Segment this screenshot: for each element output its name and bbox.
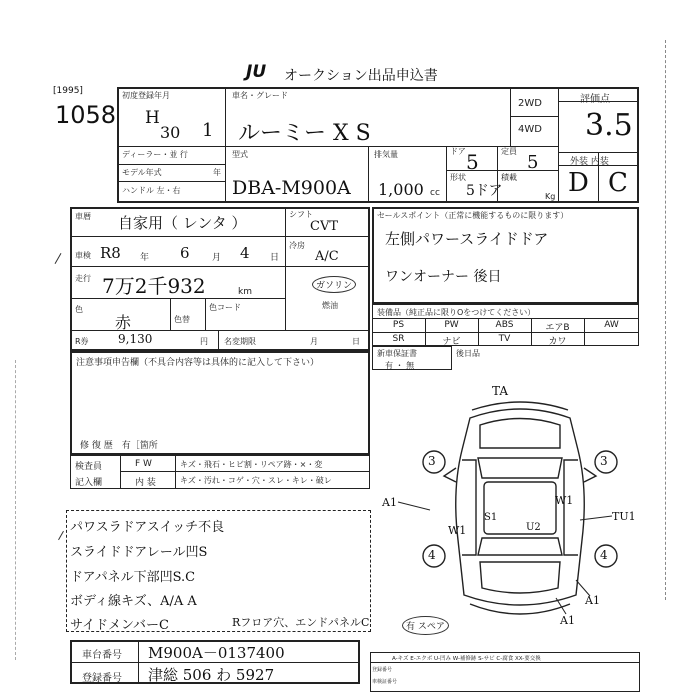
damage-legend: A-キズ E-エクボ U-凹み W-補修跡 S-サビ C-腐食 XX-要交換: [392, 656, 541, 662]
shift-label: シフト: [289, 210, 313, 219]
page-edge-line: [665, 40, 666, 600]
divider: [370, 662, 640, 663]
divider: [120, 471, 370, 472]
type-label: 型式: [232, 150, 248, 159]
equip-ps: PS: [392, 320, 405, 330]
model-year-unit: 年: [213, 168, 221, 177]
divider: [558, 88, 559, 203]
drive-4wd: 4WD: [518, 124, 542, 135]
inspection-label: 車検: [75, 251, 91, 260]
divider: [372, 318, 639, 319]
divider: [225, 88, 226, 146]
divider: [558, 101, 638, 102]
margin-mark: [58, 531, 64, 540]
divider: [117, 146, 558, 147]
car-name: ルーミー X S: [238, 121, 371, 146]
history: 自家用（ レンタ ）: [118, 214, 247, 232]
shift: CVT: [310, 219, 339, 234]
ac-label: 冷房: [289, 241, 305, 250]
handle-label: ハンドル 左・右: [122, 186, 181, 195]
fw-items: キズ・飛石・ヒビ割・リペア跡・×・変: [180, 460, 323, 469]
divider: [497, 146, 498, 170]
equip-abs: ABS: [495, 320, 514, 330]
divider: [70, 236, 370, 237]
warranty-label: 新車保証書: [377, 349, 417, 358]
name-change-label: 名変期限: [224, 337, 256, 346]
color-code-label: 色コード: [209, 303, 241, 312]
shape-label: 形状: [450, 173, 466, 182]
doors: 5: [466, 150, 479, 174]
displacement-label: 排気量: [374, 150, 398, 159]
legend-small-2: 車検証番号: [372, 679, 398, 685]
recycle-unit: 円: [200, 337, 208, 346]
inspection-month-unit: 月: [212, 253, 222, 263]
divider: [497, 170, 498, 203]
history-label: 車暦: [75, 212, 91, 221]
chassis-number: M900A－0137400: [148, 644, 285, 662]
load-unit: Kg: [545, 192, 556, 201]
divider: [138, 640, 139, 684]
equip-tv: TV: [498, 334, 511, 344]
warranty-post-label: 後日品: [456, 349, 480, 358]
divider: [584, 318, 585, 346]
interior-label: 内 装: [135, 478, 156, 488]
inspection-era: R8: [100, 244, 121, 262]
color: 赤: [115, 313, 132, 332]
divider: [510, 88, 511, 146]
reg-year: 30: [160, 123, 181, 142]
recycle-label: R券: [75, 337, 89, 346]
reg-month: 1: [202, 120, 214, 141]
divider: [372, 332, 639, 333]
plate-number: 津総 506 わ 5927: [148, 666, 275, 684]
mark-a1-left: A1: [382, 496, 397, 509]
divider: [368, 146, 369, 203]
mark-w1-left: W1: [448, 524, 467, 537]
ext-int-label: 外装 内装: [570, 157, 609, 167]
equip-airbag: エアB: [545, 323, 570, 333]
equip-navi: ナビ: [442, 337, 461, 347]
reg-era: H: [145, 108, 160, 128]
interior-items: キズ・汚れ・コゲ・穴・スレ・キレ・破レ: [180, 476, 332, 485]
divider: [218, 330, 219, 351]
page-edge-line: [15, 360, 16, 660]
sales-point-line1: 左側パワースライドドア: [385, 230, 549, 248]
plate-label: 登録番号: [82, 673, 122, 684]
mileage: 7万2千932: [102, 274, 206, 298]
divider: [225, 146, 226, 203]
score-value: 3.5: [585, 108, 633, 143]
inspector-label: 検査員: [75, 462, 103, 472]
equipment-label: 装備品（純正品に限りOをつけてください）: [377, 308, 536, 317]
divider: [205, 298, 206, 330]
color-change-label: 色替: [174, 315, 190, 324]
divider: [175, 455, 176, 489]
mark-a1-rear-right: A1: [585, 594, 600, 607]
form-title: オークション出品申込書: [284, 68, 438, 84]
margin-mark: [55, 253, 62, 264]
writer-label: 記入欄: [75, 478, 103, 488]
dealer-label: ディーラー・並 行: [122, 150, 188, 159]
divider: [510, 116, 558, 117]
mark-w1-right: W1: [555, 494, 574, 507]
color-label: 色: [75, 305, 83, 314]
drive-2wd: 2WD: [518, 98, 542, 109]
name-change-month-unit: 月: [310, 337, 318, 346]
spare-mark: 有 スペア: [402, 616, 449, 635]
divider: [120, 455, 121, 489]
score-label: 評価点: [580, 94, 610, 105]
recycle-value: 9,130: [118, 332, 153, 346]
divider: [285, 207, 286, 330]
equip-sr: SR: [392, 334, 405, 344]
divider: [446, 170, 558, 171]
tyre-front-left: 3: [428, 454, 436, 468]
model-year-label: モデル年式: [122, 168, 162, 177]
remark-line-3: ドアパネル下部凹S.C: [70, 570, 196, 585]
sales-point-label: セールスポイント（正常に機能するものに限ります）: [377, 211, 569, 220]
ac: A/C: [315, 249, 339, 264]
year-tag: [1995]: [53, 86, 83, 96]
legend-small-1: 登録番号: [372, 667, 393, 673]
exterior-grade: D: [568, 168, 589, 198]
remark-line-4: ボディ線キズ、A/A A: [70, 594, 197, 609]
divider: [70, 266, 370, 267]
divider: [446, 146, 447, 203]
mark-u2: U2: [526, 522, 541, 533]
divider: [117, 164, 225, 165]
divider: [531, 318, 532, 346]
name-change-day-unit: 日: [352, 337, 360, 346]
shape: 5ドア: [466, 183, 503, 199]
doors-label: ドア: [450, 147, 466, 156]
mark-tu1: TU1: [612, 510, 636, 523]
sales-point-line2: ワンオーナー 後日: [385, 269, 502, 285]
warranty-options: 有 ・ 無: [385, 361, 415, 370]
fuel: ガソリン: [312, 276, 356, 293]
capacity: 5: [527, 152, 539, 173]
mileage-label: 走行: [75, 274, 91, 283]
chassis-label: 車台番号: [82, 650, 122, 661]
remark-line-1: パワスラドアスイッチ不良: [70, 520, 225, 535]
tyre-front-right: 3: [600, 454, 608, 468]
logo: JU: [246, 62, 267, 82]
load-label: 積載: [501, 173, 517, 182]
fuel-label: 燃油: [322, 301, 338, 310]
divider: [70, 330, 370, 331]
mark-a1-rear: A1: [560, 614, 575, 627]
tyre-rear-left: 4: [428, 548, 436, 562]
equip-leather: カワ: [548, 337, 567, 347]
first-reg-label: 初度登録年月: [122, 91, 170, 100]
inspection-day-unit: 日: [270, 253, 280, 263]
capacity-label: 定員: [501, 147, 517, 156]
mark-s1: S1: [484, 512, 498, 523]
displacement-unit: cc: [430, 188, 440, 198]
notes-label: 注意事項申告欄（不具合内容等は具体的に記入して下さい）: [76, 358, 320, 368]
divider: [598, 152, 599, 203]
divider: [70, 298, 285, 299]
displacement: 1,000: [378, 180, 424, 199]
model-type: DBA-M900A: [232, 177, 351, 199]
divider: [478, 318, 479, 346]
inspection-day: 4: [240, 244, 250, 262]
car-name-label: 車名・グレード: [232, 91, 288, 100]
divider: [170, 298, 171, 330]
equip-aw: AW: [604, 320, 619, 330]
divider: [425, 318, 426, 346]
mileage-unit: km: [238, 287, 252, 297]
tyre-rear-right: 4: [600, 548, 608, 562]
diagram-top-label: TA: [492, 384, 509, 398]
repair-history-label: 修 復 歴 有［箇所: [80, 441, 158, 451]
divider: [117, 181, 225, 182]
remark-line-5: サイドメンバーC: [70, 618, 169, 633]
interior-grade: C: [608, 168, 628, 198]
inspection-month: 6: [180, 244, 190, 262]
inspection-year-unit: 年: [140, 253, 150, 263]
lot-number: 1058: [55, 101, 117, 129]
rear-note: Rフロア穴、エンドパネルC: [232, 616, 370, 629]
sales-point-box: [372, 207, 639, 304]
fw-label: F W: [135, 459, 152, 469]
remark-line-2: スライドドアレール凹S: [70, 545, 208, 560]
equip-pw: PW: [444, 320, 459, 330]
